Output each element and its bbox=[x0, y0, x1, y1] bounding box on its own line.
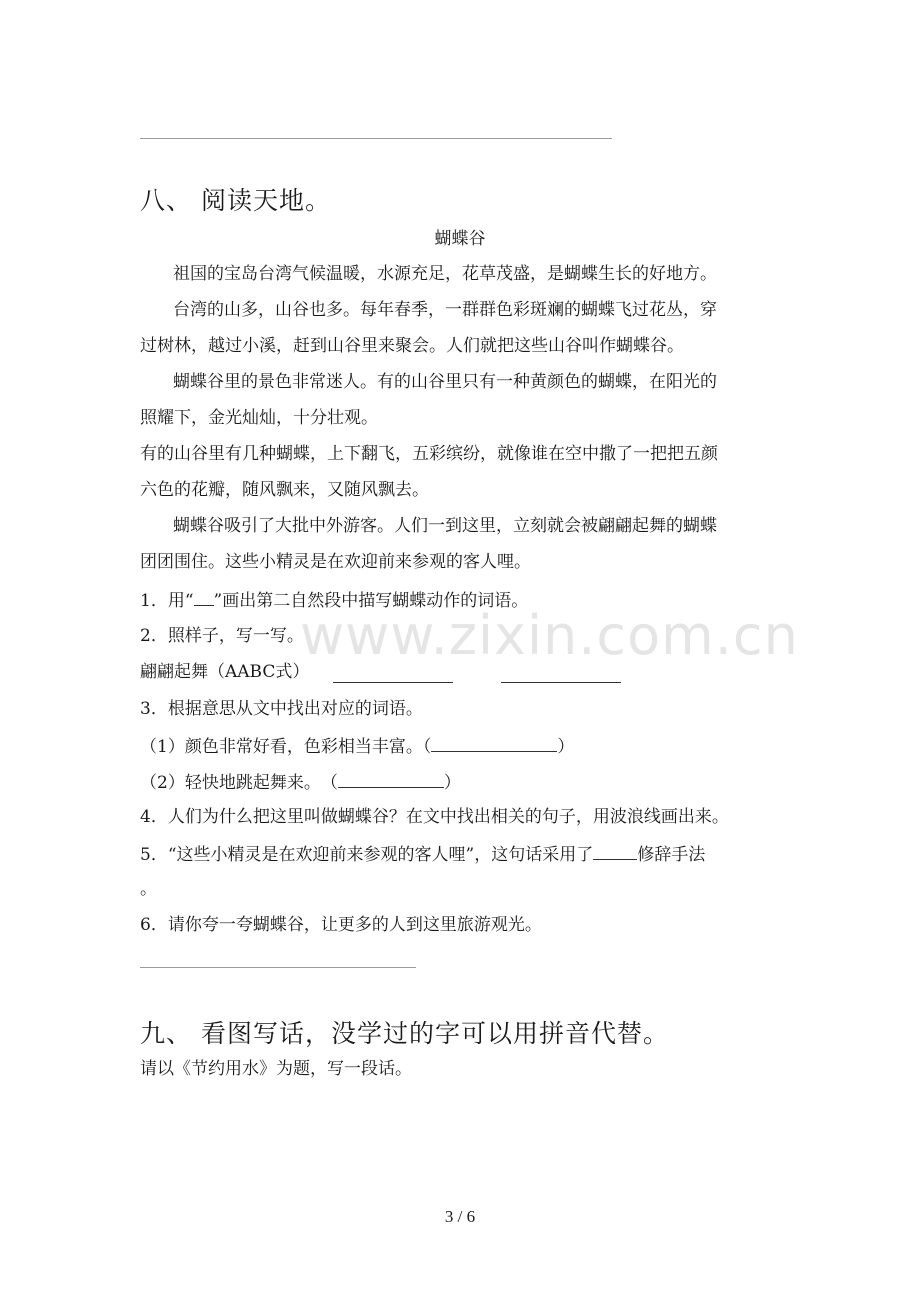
section-9-heading: 九、 看图写话，没学过的字可以用拼音代替。 bbox=[140, 1019, 669, 1048]
question-1-text: 1．用“ bbox=[140, 591, 194, 611]
watermark: www.zixin.com.cn bbox=[300, 604, 799, 667]
paragraph-2-line-2: 过树林，越过小溪，赶到山谷里来聚会。人们就把这些山谷叫作蝴蝶谷。 bbox=[140, 336, 684, 356]
answer-blank-2a[interactable] bbox=[333, 668, 453, 683]
question-2: 2．照样子，写一写。 bbox=[140, 626, 304, 646]
paragraph-2-line-1: 台湾的山多，山谷也多。每年春季，一群群色彩斑斓的蝴蝶飞过花丛，穿 bbox=[173, 300, 717, 320]
question-3-item-1-text: （1）颜色非常好看，色彩相当丰富。（ bbox=[140, 737, 432, 757]
paragraph-5-line-2: 团团围住。这些小精灵是在欢迎前来参观的客人哩。 bbox=[140, 552, 531, 572]
question-5-tail: 修辞手法 bbox=[637, 845, 706, 865]
question-2-example: 翩翩起舞（AABC式） bbox=[140, 662, 310, 682]
question-3-item-1 bbox=[140, 737, 574, 756]
answer-blank-2b[interactable] bbox=[501, 668, 621, 683]
question-3-item-2 bbox=[140, 773, 461, 792]
answer-blank-3b[interactable] bbox=[338, 773, 444, 788]
question-6: 6．请你夸一夸蝴蝶谷，让更多的人到这里旅游观光。 bbox=[140, 915, 542, 935]
question-4: 4．人们为什么把这里叫做蝴蝶谷？在文中找出相关的句子，用波浪线画出来。 bbox=[140, 807, 729, 827]
question-3: 3．根据意思从文中找出对应的词语。 bbox=[140, 699, 423, 719]
paragraph-3-line-2: 照耀下，金光灿灿，十分壮观。 bbox=[140, 408, 378, 428]
paragraph-3-line-1: 蝴蝶谷里的景色非常迷人。有的山谷里只有一种黄颜色的蝴蝶，在阳光的 bbox=[173, 372, 717, 392]
answer-line-top bbox=[140, 138, 612, 139]
question-3-item-2-close: ） bbox=[443, 773, 461, 793]
answer-blank-3a[interactable] bbox=[431, 737, 557, 752]
section-9-prompt: 请以《节约用水》为题，写一段话。 bbox=[140, 1059, 412, 1079]
answer-line-q6 bbox=[140, 967, 416, 968]
page-number: 3 / 6 bbox=[444, 1207, 476, 1226]
underline-sample-blank bbox=[194, 591, 214, 606]
paragraph-5-line-1: 蝴蝶谷吸引了大批中外游客。人们一到这里，立刻就会被翩翩起舞的蝴蝶 bbox=[173, 516, 717, 536]
passage-title: 蝴蝶谷 bbox=[434, 229, 486, 249]
paragraph-4-line-2: 六色的花瓣，随风飘来，又随风飘去。 bbox=[140, 480, 429, 500]
answer-blank-5[interactable] bbox=[593, 845, 637, 860]
question-3-item-1-close: ） bbox=[557, 737, 575, 757]
question-5 bbox=[140, 845, 705, 864]
paragraph-4-line-1: 有的山谷里有几种蝴蝶，上下翻飞，五彩缤纷，就像谁在空中撒了一把把五颜 bbox=[140, 444, 718, 464]
paragraph-1: 祖国的宝岛台湾气候温暖，水源充足，花草茂盛，是蝴蝶生长的好地方。 bbox=[173, 264, 717, 284]
question-3-item-2-text: （2）轻快地跳起舞来。 （ bbox=[140, 773, 338, 793]
question-5-end: 。 bbox=[140, 879, 157, 899]
question-5-text: 5．“这些小精灵是在欢迎前来参观的客人哩”，这句话采用了 bbox=[140, 845, 594, 865]
question-1-tail: ”画出第二自然段中描写蝴蝶动作的词语。 bbox=[213, 591, 529, 611]
section-8-heading: 八、 阅读天地。 bbox=[140, 186, 331, 215]
